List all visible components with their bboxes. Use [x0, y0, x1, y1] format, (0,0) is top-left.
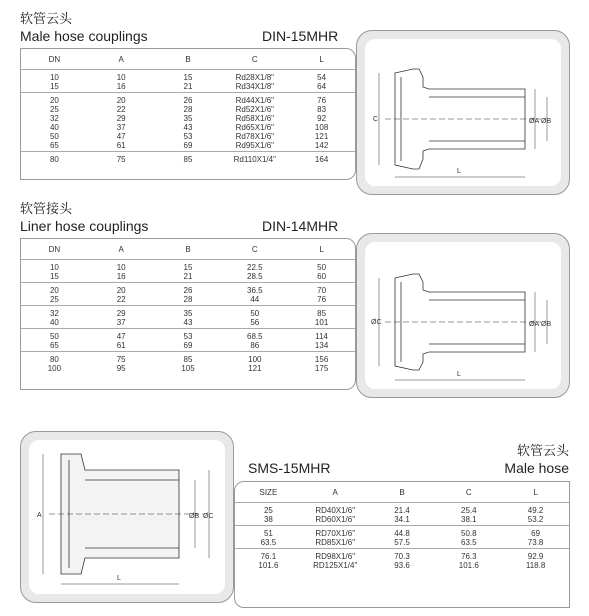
table-cell: 69 — [531, 529, 541, 538]
group-separator — [235, 548, 569, 549]
table-row — [21, 341, 355, 351]
table-cell: 156 — [314, 355, 329, 364]
table-cell: Rd28X1/8" — [235, 73, 275, 82]
table-cell: 60 — [317, 272, 327, 281]
table-cell: 121 — [314, 132, 329, 141]
table-cell: 16 — [116, 82, 126, 91]
section1-table — [20, 48, 356, 180]
table-cell: 15 — [49, 272, 59, 281]
table-cell: 28.5 — [247, 272, 263, 281]
table-cell: Rd34X1/8" — [235, 82, 275, 91]
table-cell: 85 — [183, 155, 193, 164]
dim-a-label: ØA — [529, 118, 540, 125]
table-cell: 68.5 — [247, 332, 263, 341]
table-cell: 80 — [49, 155, 59, 164]
table-cell: 64 — [317, 82, 327, 91]
column-header: L — [319, 245, 324, 254]
table-cell: 10 — [49, 73, 59, 82]
liner-hose-coupling-drawing — [365, 242, 561, 389]
table-cell: 38.1 — [461, 515, 477, 524]
table-cell: 83 — [317, 105, 327, 114]
group-separator — [235, 502, 569, 503]
table-cell: 85 — [317, 309, 327, 318]
table-cell: RD70X1/6" — [315, 529, 356, 538]
table-cell: 75 — [116, 155, 126, 164]
table-cell: 10 — [49, 263, 59, 272]
dim-l-label: L — [117, 575, 121, 582]
column-header: C — [251, 245, 258, 254]
table-cell: Rd52X1/6" — [235, 105, 275, 114]
dim-b-label: ØB — [541, 118, 552, 125]
section2-title-en: Liner hose couplings — [20, 218, 149, 234]
dim-a-label: A — [37, 512, 42, 519]
table-cell: 25 — [263, 506, 273, 515]
column-header: A — [118, 55, 124, 64]
table-cell: 69 — [183, 341, 193, 350]
table-cell: 15 — [183, 73, 193, 82]
section2-code: DIN-14MHR — [262, 218, 339, 234]
section3-title-en: Male hose — [504, 460, 569, 476]
table-cell: 61 — [116, 141, 126, 150]
table-row — [21, 155, 355, 165]
table-cell: 43 — [183, 318, 193, 327]
section1-code: DIN-15MHR — [262, 28, 339, 44]
table-cell: 63.5 — [260, 538, 277, 547]
table-cell: 22.5 — [247, 263, 263, 272]
column-header: B — [185, 245, 191, 254]
table-cell: 76 — [317, 96, 327, 105]
table-cell: Rd78X1/6" — [235, 132, 275, 141]
section3-code: SMS-15MHR — [248, 460, 331, 476]
dim-c-label: ØC — [371, 319, 382, 326]
table-cell: 26 — [183, 286, 193, 295]
table-cell: 54 — [317, 73, 327, 82]
table-cell: 53.2 — [527, 515, 544, 524]
dim-b-label: ØB — [189, 513, 200, 520]
table-row — [235, 561, 569, 571]
table-cell: 49.2 — [527, 506, 544, 515]
table-header — [235, 482, 569, 502]
table-cell: 53 — [183, 332, 193, 341]
table-cell: 50 — [49, 332, 59, 341]
table-cell: 20 — [116, 286, 126, 295]
table-cell: 108 — [314, 123, 329, 132]
group-separator — [21, 92, 355, 93]
table-row — [21, 295, 355, 305]
column-header: A — [118, 245, 124, 254]
table-cell: 175 — [314, 364, 329, 373]
group-separator — [235, 525, 569, 526]
table-cell: 35 — [183, 309, 193, 318]
table-cell: 101 — [314, 318, 329, 327]
column-header: B — [399, 488, 405, 497]
dim-a-label: ØA — [529, 321, 540, 328]
table-cell: 105 — [181, 364, 195, 373]
table-cell: 100 — [248, 355, 262, 364]
table-cell: 76 — [317, 295, 327, 304]
table-cell: Rd65X1/6" — [235, 123, 275, 132]
column-header: C — [465, 488, 472, 497]
table-cell: 25 — [49, 295, 59, 304]
table-cell: 86 — [250, 341, 260, 350]
section1-title-en: Male hose couplings — [20, 28, 148, 44]
dim-c-label: C — [373, 116, 379, 123]
table-cell: 114 — [315, 332, 328, 341]
table-cell: 20 — [116, 96, 126, 105]
table-cell: 92.9 — [527, 552, 544, 561]
table-cell: 25.4 — [461, 506, 477, 515]
table-cell: RD85X1/6" — [315, 538, 356, 547]
table-cell: 32 — [49, 309, 59, 318]
group-separator — [21, 282, 355, 283]
table-cell: 50 — [317, 263, 327, 272]
table-cell: 65 — [49, 341, 59, 350]
table-cell: 20 — [49, 286, 59, 295]
table-cell: 121 — [248, 364, 262, 373]
table-cell: 75 — [116, 355, 126, 364]
table-cell: 25 — [49, 105, 59, 114]
table-cell: Rd44X1/6" — [235, 96, 275, 105]
group-separator — [21, 259, 355, 260]
column-header: SIZE — [259, 488, 278, 497]
table-cell: 37 — [116, 123, 126, 132]
table-row — [21, 364, 355, 374]
section1-title-zh: 软管云头 — [20, 11, 73, 26]
table-header — [21, 239, 355, 259]
group-separator — [21, 328, 355, 329]
group-separator — [21, 151, 355, 152]
group-separator — [21, 351, 355, 352]
table-cell: 28 — [183, 295, 193, 304]
dim-l-label: L — [457, 168, 461, 175]
column-header: L — [533, 488, 538, 497]
table-cell: 142 — [314, 141, 329, 150]
table-cell: 10 — [116, 263, 126, 272]
table-cell: 34.1 — [394, 515, 410, 524]
table-cell: 134 — [314, 341, 329, 350]
table-cell: 73.8 — [527, 538, 544, 547]
table-row — [235, 538, 569, 548]
table-row — [21, 318, 355, 328]
table-cell: 20 — [49, 96, 59, 105]
table-cell: 22 — [116, 105, 126, 114]
table-cell: 53 — [183, 132, 193, 141]
table-cell: RD60X1/6" — [315, 515, 356, 524]
section3-drawing-panel — [20, 431, 234, 603]
table-row — [235, 515, 569, 525]
sms-male-hose-drawing — [29, 440, 225, 594]
table-cell: RD98X1/6" — [315, 552, 356, 561]
table-cell: RD125X1/4" — [313, 561, 358, 570]
group-separator — [21, 305, 355, 306]
section2-title-zh: 软管接头 — [20, 201, 73, 216]
table-cell: Rd95X1/6" — [235, 141, 275, 150]
column-header: C — [251, 55, 258, 64]
table-cell: 15 — [49, 82, 59, 91]
table-cell: 47 — [116, 132, 126, 141]
column-header: B — [185, 55, 191, 64]
table-cell: 37 — [116, 318, 126, 327]
table-row — [21, 272, 355, 282]
table-cell: Rd58X1/6" — [235, 114, 275, 123]
table-cell: 118.8 — [525, 561, 546, 570]
column-header: DN — [48, 55, 61, 64]
table-cell: 22 — [116, 295, 126, 304]
table-cell: 76.3 — [461, 552, 477, 561]
table-cell: 40 — [49, 318, 59, 327]
table-cell: 36.5 — [247, 286, 263, 295]
table-cell: 69 — [183, 141, 193, 150]
table-cell: Rd110X1/4" — [233, 155, 276, 164]
table-cell: 70 — [317, 286, 327, 295]
table-cell: 57.5 — [394, 538, 410, 547]
table-cell: 47 — [116, 332, 126, 341]
group-separator — [21, 69, 355, 70]
table-cell: 28 — [183, 105, 193, 114]
table-cell: 15 — [183, 263, 193, 272]
column-header: L — [319, 55, 324, 64]
column-header: DN — [48, 245, 61, 254]
table-cell: 21 — [183, 82, 193, 91]
table-cell: 76.1 — [260, 552, 277, 561]
section2-table — [20, 238, 356, 390]
table-cell: 80 — [49, 355, 59, 364]
column-header: A — [332, 488, 338, 497]
table-cell: 63.5 — [461, 538, 477, 547]
table-cell: 92 — [317, 114, 327, 123]
table-cell: 65 — [49, 141, 59, 150]
dim-b-label: ØB — [541, 321, 552, 328]
dim-l-label: L — [457, 371, 461, 378]
table-cell: 56 — [250, 318, 260, 327]
table-cell: 95 — [116, 364, 126, 373]
table-cell: 44.8 — [394, 529, 410, 538]
male-hose-coupling-drawing — [365, 39, 561, 186]
table-cell: 50 — [49, 132, 59, 141]
table-cell: 21.4 — [394, 506, 410, 515]
table-cell: 51 — [263, 529, 273, 538]
table-cell: 43 — [183, 123, 193, 132]
table-header — [21, 49, 355, 69]
table-cell: 40 — [49, 123, 59, 132]
table-cell: 61 — [116, 341, 126, 350]
table-cell: 85 — [183, 355, 193, 364]
table-cell: 50 — [250, 309, 260, 318]
dim-c-label: ØC — [203, 513, 214, 520]
table-cell: 101.6 — [458, 561, 479, 570]
table-cell: 44 — [250, 295, 260, 304]
table-cell: 70.3 — [394, 552, 410, 561]
section3-title-zh: 软管云头 — [516, 443, 569, 458]
table-cell: 100 — [47, 364, 62, 373]
table-cell: 16 — [116, 272, 126, 281]
table-row — [21, 141, 355, 151]
table-cell: 101.6 — [258, 561, 279, 570]
section1-drawing-panel — [356, 30, 570, 195]
table-cell: RD40X1/6" — [315, 506, 356, 515]
table-cell: 29 — [116, 309, 126, 318]
table-cell: 35 — [183, 114, 193, 123]
section2-drawing-panel — [356, 233, 570, 398]
table-cell: 29 — [116, 114, 126, 123]
table-cell: 38 — [263, 515, 273, 524]
table-cell: 21 — [183, 272, 193, 281]
section3-table — [234, 481, 570, 608]
table-row — [21, 82, 355, 92]
table-cell: 32 — [49, 114, 59, 123]
table-cell: 93.6 — [394, 561, 410, 570]
table-cell: 10 — [116, 73, 126, 82]
table-cell: 50.8 — [461, 529, 477, 538]
table-cell: 164 — [314, 155, 329, 164]
table-cell: 26 — [183, 96, 193, 105]
